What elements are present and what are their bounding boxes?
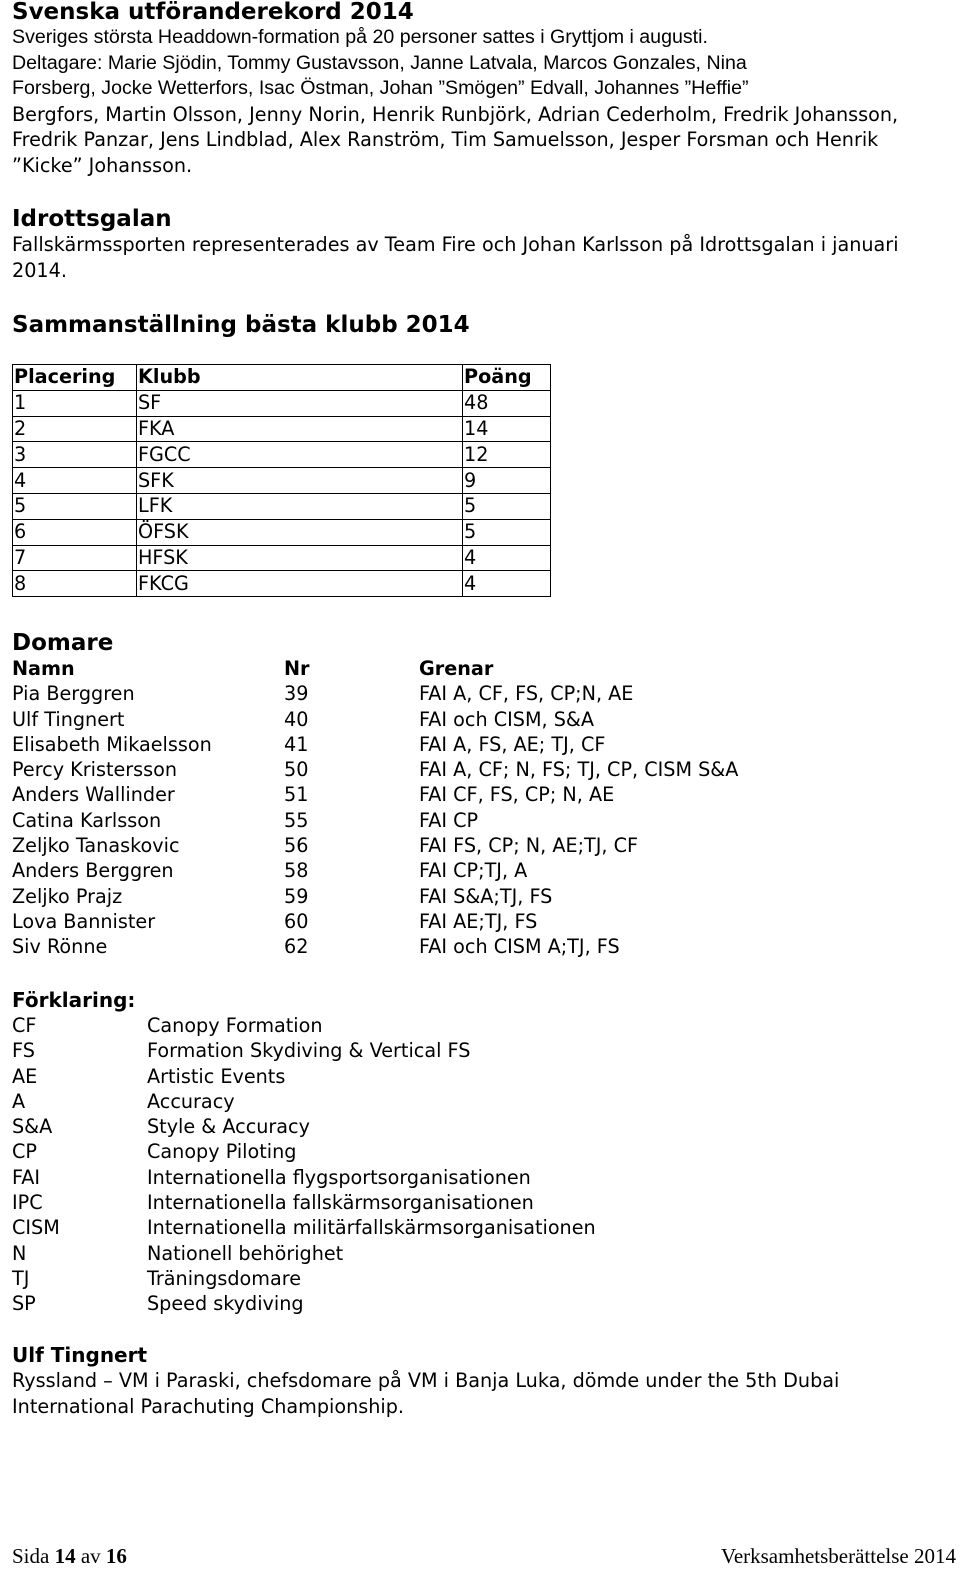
abbreviation: N [12, 1241, 27, 1265]
cell-poang: 9 [463, 468, 551, 494]
page-total: 16 [105, 1544, 127, 1568]
judge-disciplines: FAI A, FS, AE; TJ, CF [419, 732, 606, 756]
column-header-poang: Poäng [463, 365, 551, 391]
abbreviation: A [12, 1089, 26, 1113]
abbreviation: CISM [12, 1216, 60, 1240]
section-title-domare: Domare [12, 630, 114, 656]
judges-list [12, 656, 912, 960]
rekord-line-3: Forsberg, Jocke Wetterfors, Isac Östman, Johan ”Smögen” Edvall, Johannes ”Heffie” [12, 77, 749, 99]
judge-name: Percy Kristersson [12, 758, 178, 782]
column-header-klubb: Klubb [137, 365, 463, 391]
cell-poang: 48 [463, 390, 551, 416]
judge-number: 59 [284, 884, 309, 908]
judge-name: Ulf Tingnert [12, 707, 125, 731]
judge-name: Anders Berggren [12, 859, 174, 883]
abbreviation-meaning: Artistic Events [147, 1064, 286, 1088]
cell-klubb: ÖFSK [137, 519, 463, 545]
judge-number: 50 [284, 758, 309, 782]
abbreviation-meaning: Formation Skydiving & Vertical FS [147, 1039, 471, 1063]
abbreviation: AE [12, 1064, 38, 1088]
judge-name: Zeljko Tanaskovic [12, 834, 180, 858]
judge-number: 56 [284, 834, 309, 858]
column-header-namn: Namn [12, 657, 75, 680]
abbreviation: IPC [12, 1191, 43, 1215]
club-ranking-table [12, 364, 551, 597]
cell-placering: 6 [13, 519, 137, 545]
table-row [13, 468, 551, 494]
idrottsgalan-text: Fallskärmssporten representerades av Team Fire och Johan Karlsson på Idrottsgalan i januari 2014. [12, 233, 899, 282]
judge-number: 62 [284, 935, 309, 959]
cell-poang: 4 [463, 545, 551, 571]
cell-klubb: FGCC [137, 442, 463, 468]
section-title-idrottsgalan: Idrottsgalan [12, 206, 172, 232]
cell-klubb: LFK [137, 493, 463, 519]
judge-number: 51 [284, 783, 309, 807]
abbreviation-meaning: Internationella fallskärmsorganisationen [147, 1191, 534, 1215]
cell-placering: 1 [13, 390, 137, 416]
cell-placering: 2 [13, 416, 137, 442]
judge-number: 41 [284, 732, 309, 756]
cell-placering: 3 [13, 442, 137, 468]
judge-number: 55 [284, 808, 309, 832]
judge-name: Pia Berggren [12, 682, 135, 706]
table-row [13, 493, 551, 519]
judge-disciplines: FAI och CISM A;TJ, FS [419, 935, 620, 959]
table-row [13, 442, 551, 468]
rekord-line-2: Deltagare: Marie Sjödin, Tommy Gustavsson, Janne Latvala, Marcos Gonzales, Nina [12, 51, 747, 74]
judge-name: Zeljko Prajz [12, 884, 123, 908]
cell-placering: 7 [13, 545, 137, 571]
cell-poang: 5 [463, 519, 551, 545]
abbreviation-meaning: Canopy Piloting [147, 1140, 297, 1164]
column-header-grenar: Grenar [419, 657, 494, 680]
column-header-nr: Nr [284, 657, 310, 680]
abbreviation-meaning: Style & Accuracy [147, 1115, 310, 1139]
judge-disciplines: FAI S&A;TJ, FS [419, 884, 553, 908]
of-word: av [80, 1544, 101, 1568]
cell-poang: 5 [463, 493, 551, 519]
judge-disciplines: FAI A, CF; N, FS; TJ, CP, CISM S&A [419, 758, 739, 782]
page-number [12, 1542, 127, 1570]
judge-name: Lova Bannister [12, 909, 156, 933]
abbreviation-meaning: Internationella militärfallskärmsorganisationen [147, 1216, 596, 1240]
cell-poang: 4 [463, 571, 551, 597]
table-row [13, 390, 551, 416]
rekord-participants-text: Bergfors, Martin Olsson, Jenny Norin, Henrik Runbjörk, Adrian Cederholm, Fredrik Johansson, Fredrik Panzar, Jens Lindblad, Alex Ranström, Tim Samuelsson, Jesper Forsman och Henrik ”Kicke” Johansson. [12, 102, 899, 177]
cell-poang: 12 [463, 442, 551, 468]
table-row [13, 416, 551, 442]
cell-klubb: SF [137, 390, 463, 416]
abbreviation-meaning: Speed skydiving [147, 1292, 304, 1316]
section-title-ulf-tingnert: Ulf Tingnert [12, 1343, 148, 1367]
document-title: Verksamhetsberättelse 2014 [720, 1544, 956, 1568]
judge-name: Elisabeth Mikaelsson [12, 732, 212, 756]
cell-klubb: FKCG [137, 571, 463, 597]
cell-placering: 8 [13, 571, 137, 597]
abbreviation-meaning: Träningsdomare [147, 1266, 302, 1290]
abbreviation: TJ [12, 1266, 30, 1290]
section-forklaring [12, 988, 912, 1317]
table-row [13, 571, 551, 597]
abbreviation-meaning: Nationell behörighet [147, 1241, 344, 1265]
abbreviation: CF [12, 1014, 37, 1037]
judge-disciplines: FAI CF, FS, CP; N, AE [419, 783, 615, 807]
cell-poang: 14 [463, 416, 551, 442]
judge-disciplines: FAI CP;TJ, A [419, 859, 528, 883]
section-title-forklaring: Förklaring: [12, 988, 136, 1012]
judge-name: Anders Wallinder [12, 783, 175, 807]
judge-name: Catina Karlsson [12, 808, 162, 832]
table-header-row [13, 365, 551, 391]
ulf-tingnert-text: Ryssland – VM i Paraski, chefsdomare på VM i Banja Luka, dömde under the 5th Dubai International Parachuting Championship. [12, 1369, 840, 1418]
abbreviation-meaning: Accuracy [147, 1089, 235, 1113]
cell-klubb: SFK [137, 468, 463, 494]
cell-klubb: HFSK [137, 545, 463, 571]
abbreviation: S&A [12, 1115, 53, 1139]
page-word: Sida [12, 1544, 50, 1568]
section-utforanderekord [12, 0, 932, 178]
section-title-utforanderekord: Svenska utföranderekord 2014 [12, 0, 414, 25]
judge-number: 60 [284, 909, 309, 933]
section-idrottsgalan [12, 206, 932, 283]
abbreviation: SP [12, 1292, 36, 1316]
judge-name: Siv Rönne [12, 935, 108, 959]
section-ulf-tingnert [12, 1343, 952, 1419]
cell-placering: 4 [13, 468, 137, 494]
judge-disciplines: FAI A, CF, FS, CP;N, AE [419, 682, 634, 706]
rekord-line-1: Sveriges största Headdown-formation på 20 personer sattes i Gryttjom i augusti. [12, 26, 708, 48]
section-domare [12, 630, 912, 960]
abbreviation-meaning: Internationella flygsportsorganisationen [147, 1165, 531, 1189]
section-title-basta-klubb: Sammanställning bästa klubb 2014 [12, 312, 470, 338]
cell-placering: 5 [13, 493, 137, 519]
page-current: 14 [54, 1544, 76, 1568]
judge-disciplines: FAI FS, CP; N, AE;TJ, CF [419, 834, 639, 858]
cell-klubb: FKA [137, 416, 463, 442]
judge-number: 58 [284, 859, 309, 883]
column-header-placering: Placering [13, 365, 137, 391]
judge-disciplines: FAI CP [419, 808, 479, 832]
abbreviation: FS [12, 1039, 35, 1063]
judge-disciplines: FAI och CISM, S&A [419, 707, 594, 731]
judge-disciplines: FAI AE;TJ, FS [419, 909, 538, 933]
table-row [13, 545, 551, 571]
table-row [13, 519, 551, 545]
abbreviation-meaning: Canopy Formation [147, 1014, 323, 1037]
judge-number: 39 [284, 682, 309, 706]
judge-number: 40 [284, 707, 309, 731]
abbreviation: FAI [12, 1165, 41, 1189]
abbreviation-list [12, 1013, 912, 1317]
abbreviation: CP [12, 1140, 37, 1164]
